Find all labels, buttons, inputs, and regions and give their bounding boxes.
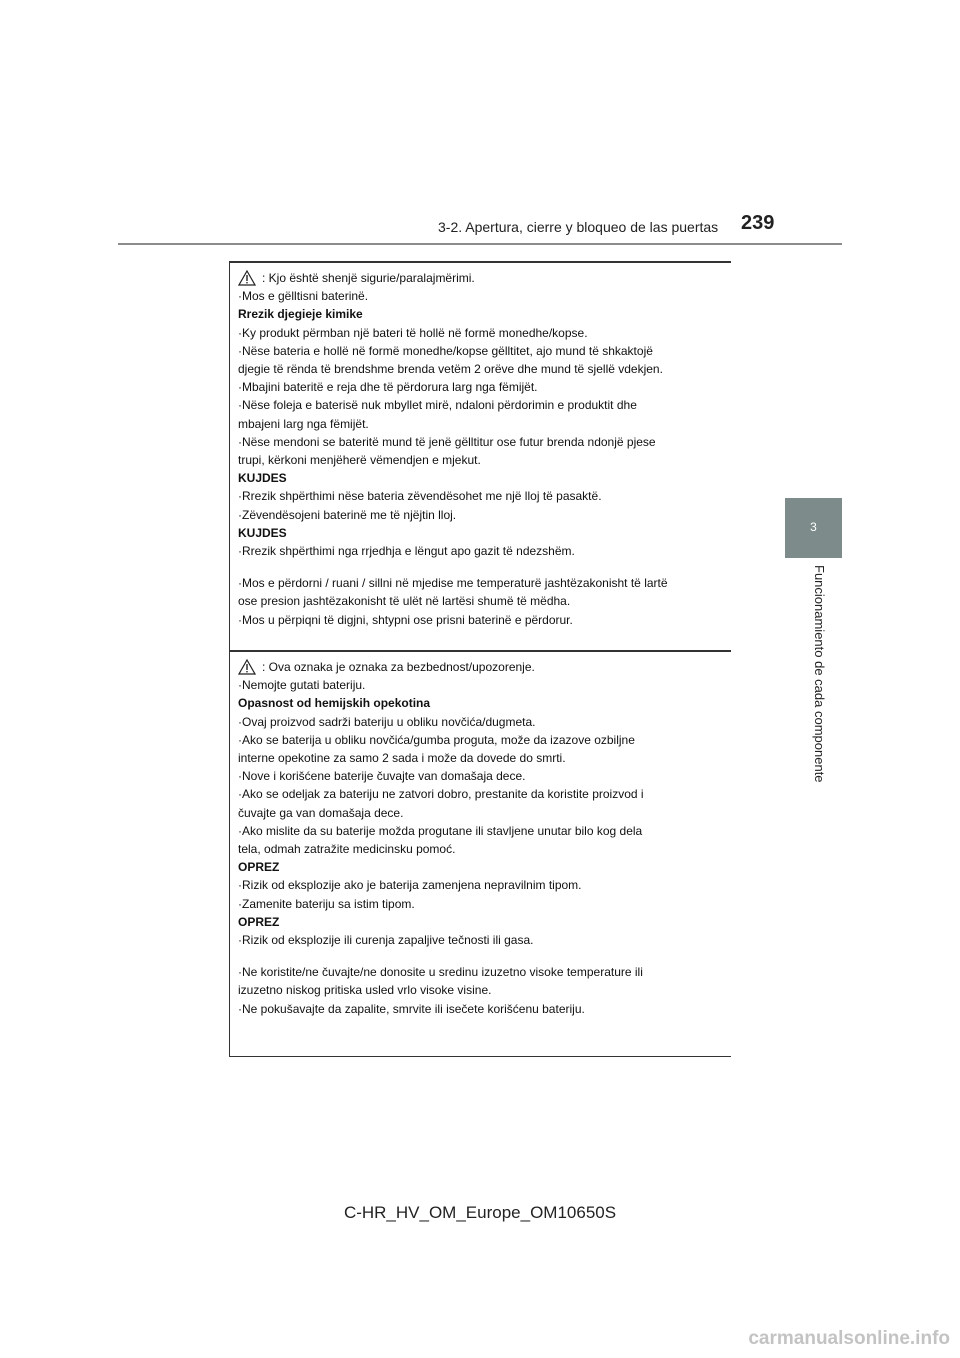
warning-line: interne opekotine za samo 2 sada i može da dovede do smrti. — [238, 751, 566, 766]
warning-line: ·Ako se baterija u obliku novčića/gumba proguta, može da izazove ozbiljne — [238, 732, 635, 747]
warning-line: ·Zëvendësojeni baterinë me të njëjtin lloj. — [238, 507, 457, 522]
document-code: C-HR_HV_OM_Europe_OM10650S — [343, 1203, 617, 1222]
warning-line: ·Nëse mendoni se bateritë mund të jenë gëlltitur ose futur brenda ndonjë pjese — [238, 434, 656, 449]
caution-label: OPREZ — [238, 860, 280, 875]
warning-line: ·Nëse foleja e baterisë nuk mbyllet mirë, ndaloni përdorimin e produktit dhe — [238, 398, 637, 413]
warning-line: ·Ovaj proizvod sadrži bateriju u obliku novčića/dugmeta. — [238, 714, 536, 729]
caution-label: KUJDES — [238, 525, 287, 540]
warning-line: tela, odmah zatražite medicinsku pomoć. — [238, 842, 456, 857]
warning-line: ·Rizik od eksplozije ili curenja zapaljive tečnosti ili gasa. — [238, 933, 534, 948]
warning-line: izuzetno niskog pritiska usled vrlo visoke visine. — [238, 983, 492, 998]
warning-line: ·Nëse bateria e hollë në formë monedhe/kopse gëlltitet, ajo mund të shkaktojë — [238, 343, 653, 358]
warning-subheading: Rrezik djegieje kimike — [238, 307, 363, 322]
warning-line: čuvajte ga van domašaja dece. — [238, 805, 404, 820]
warning-line: ·Mos e përdorni / ruani / sillni në mjedise me temperaturë jashtëzakonisht të lartë — [238, 576, 668, 591]
spacer — [238, 560, 723, 574]
chapter-number: 3 — [810, 520, 817, 534]
chapter-tab — [785, 498, 842, 558]
warning-line: ·Mos u përpiqni të digjni, shtypni ose prisni baterinë e përdorur. — [238, 612, 573, 627]
section-title: 3-2. Apertura, cierre y bloqueo de las puertas — [438, 219, 719, 235]
warning-line: ·Zamenite bateriju sa istim tipom. — [238, 896, 415, 911]
warning-subheading: Opasnost od hemijskih opekotina — [238, 696, 431, 711]
warning-line: ose presion jashtëzakonisht të ulët në lartësi shumë të mëdha. — [238, 594, 571, 609]
warning-line: ·Ky produkt përmban një bateri të hollë në formë monedhe/kopse. — [238, 325, 588, 340]
caution-label: KUJDES — [238, 471, 287, 486]
warning-line: ·Nemojte gutati bateriju. — [238, 678, 366, 693]
warning-line: ·Ne pokušavajte da zapalite, smrvite ili isečete korišćenu bateriju. — [238, 1001, 585, 1016]
warning-heading — [238, 658, 723, 676]
warning-line: trupi, kërkoni menjëherë vëmendjen e mjekut. — [238, 453, 481, 468]
warning-box-albanian — [229, 261, 731, 652]
warning-heading — [238, 269, 723, 287]
chapter-label: Funcionamiento de cada componente — [812, 565, 827, 783]
warning-line: mbajeni larg nga fëmijët. — [238, 416, 369, 431]
warning-heading-text: : Ova oznaka je oznaka za bezbednost/upozorenje. — [262, 660, 535, 674]
warning-line: ·Rizik od eksplozije ako je baterija zamenjena nepravilnim tipom. — [238, 878, 582, 893]
warning-line: ·Rrezik shpërthimi nëse bateria zëvendësohet me një lloj të pasaktë. — [238, 489, 602, 504]
warning-box-serbian — [229, 650, 731, 1057]
warning-heading-text: : Kjo është shenjë sigurie/paralajmërimi. — [262, 271, 475, 285]
page-number: 239 — [741, 212, 775, 234]
caution-label: OPREZ — [238, 914, 280, 929]
watermark: carmanualsonline.info — [748, 1328, 950, 1349]
warning-line: djegie të rënda të brendshme brenda vetëm 2 orëve dhe mund të sjellë vdekjen. — [238, 362, 663, 377]
warning-line: ·Ako mislite da su baterije možda progutane ili stavljene unutar bilo kog dela — [238, 823, 643, 838]
warning-line: ·Rrezik shpërthimi nga rrjedhja e lëngut apo gazit të ndezshëm. — [238, 544, 575, 559]
spacer — [238, 949, 723, 963]
header-divider — [118, 243, 842, 245]
warning-triangle-icon — [238, 270, 256, 286]
warning-line: ·Nove i korišćene baterije čuvajte van domašaja dece. — [238, 769, 526, 784]
warning-line: ·Mbajini bateritë e reja dhe të përdorura larg nga fëmijët. — [238, 380, 538, 395]
warning-triangle-icon — [238, 659, 256, 675]
warning-line: ·Ne koristite/ne čuvajte/ne donosite u sredinu izuzetno visoke temperature ili — [238, 965, 643, 980]
warning-line: ·Ako se odeljak za bateriju ne zatvori dobro, prestanite da koristite proizvod i — [238, 787, 644, 802]
warning-line: ·Mos e gëlltisni baterinë. — [238, 289, 369, 304]
